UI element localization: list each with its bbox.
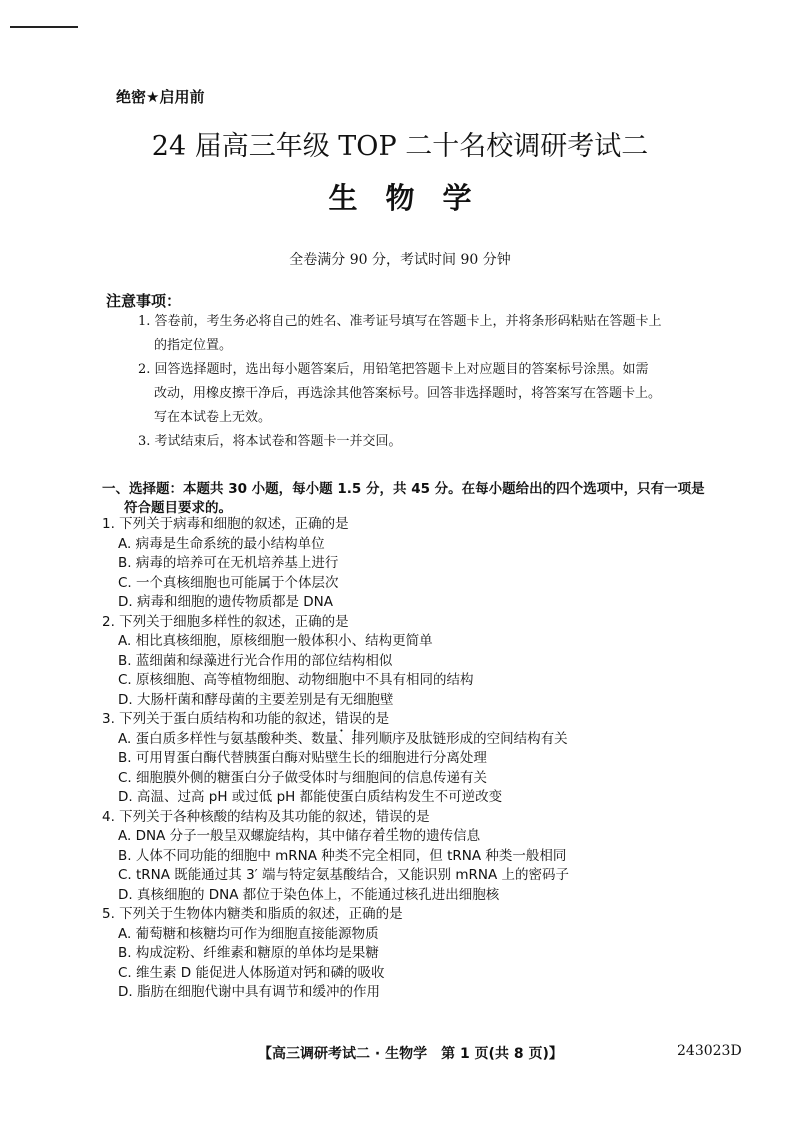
note-1-line-2: 的指定位置。 — [154, 338, 233, 353]
notes-heading: 注意事项： — [106, 292, 182, 310]
option-d: D. 真核细胞的 DNA 都位于染色体上，不能通过核孔进出细胞核 — [118, 886, 500, 903]
note-1 — [138, 310, 750, 358]
score-time-info: 全卷满分 90 分，考试时间 90 分钟 — [289, 252, 511, 268]
option-d: D. 脂肪在细胞代谢中具有调节和缓冲的作用 — [118, 984, 380, 1000]
note-2-line-3: 写在本试卷上无效。 — [154, 410, 272, 425]
note-2-line-2: 改动，用橡皮擦干净后，再选涂其他答案标号。回答非选择题时，将答案写在答题卡上。 — [154, 386, 662, 401]
note-3 — [138, 430, 750, 454]
option-a: A. 相比真核细胞，原核细胞一般体积小、结构更简单 — [118, 633, 433, 649]
option-d: D. 高温、过高 pH 或过低 pH 都能使蛋白质结构发生不可逆改变 — [118, 789, 503, 805]
question-stem: 1. 下列关于病毒和细胞的叙述，正确的是 — [102, 516, 349, 532]
section-instructions — [102, 480, 752, 518]
section-line-1: 一、选择题：本题共 30 小题，每小题 1.5 分，共 45 分。在每小题给出的四个选项中，只有一项是 — [102, 481, 705, 497]
option-b: B. 可用胃蛋白酶代替胰蛋白酶对贴壁生长的细胞进行分离处理 — [118, 750, 487, 766]
option-b: B. 蓝细菌和绿藻进行光合作用的部位结构相似 — [118, 652, 393, 669]
question-5 — [102, 905, 752, 1003]
note-2 — [138, 358, 750, 430]
confidential-label: 绝密★启用前 — [116, 88, 205, 106]
option-b: B. 病毒的培养可在无机培养基上进行 — [118, 555, 339, 571]
option-a: A. 病毒是生命系统的最小结构单位 — [118, 535, 325, 552]
question-1 — [102, 515, 752, 613]
option-c: C. tRNA 既能通过其 3′ 端与特定氨基酸结合，又能识别 mRNA 上的密码子 — [118, 867, 569, 883]
option-d: D. 病毒和细胞的遗传物质都是 DNA — [118, 594, 333, 610]
question-stem — [102, 710, 752, 730]
option-c: C. 细胞膜外侧的糖蛋白分子做受体时与细胞间的信息传递有关 — [118, 769, 488, 786]
option-c: C. 原核细胞、高等植物细胞、动物细胞中不具有相同的结构 — [118, 672, 474, 688]
stem-text: 4. 下列关于各种核酸的结构及其功能的叙述， — [102, 808, 376, 825]
option-c: C. 一个真核细胞也可能属于个体层次 — [118, 574, 339, 591]
section-line-2: 符合题目要求的。 — [124, 500, 232, 516]
option-b: B. 人体不同功能的细胞中 mRNA 种类不完全相同，但 tRNA 种类一般相同 — [118, 847, 567, 864]
question-stem: 2. 下列关于细胞多样性的叙述，正确的是 — [102, 613, 349, 630]
stem-tail: 的是 — [402, 808, 430, 825]
question-list — [102, 515, 752, 1003]
option-a: A. 葡萄糖和核糖均可作为细胞直接能源物质 — [118, 925, 379, 942]
option-a: A. 蛋白质多样性与氨基酸种类、数量、排列顺序及肽链形成的空间结构有关 — [118, 730, 568, 747]
question-stem — [102, 808, 752, 828]
question-2 — [102, 613, 752, 711]
note-1-line-1: 1. 答卷前，考生务必将自己的姓名、准考证号填写在答题卡上，并将条形码粘贴在答题卡上 — [138, 314, 662, 329]
page-info: 【高三调研考试二 · 生物学 第 1 页(共 8 页)】 — [258, 1046, 563, 1062]
question-4 — [102, 808, 752, 906]
subject-title: 生物学 — [328, 181, 500, 215]
note-3-line-1: 3. 考试结束后，将本试卷和答题卡一并交回。 — [138, 434, 402, 449]
emphasized-word: 错误 — [335, 711, 363, 727]
option-b: B. 构成淀粉、纤维素和糖原的单体均是果糖 — [118, 945, 379, 961]
emphasized-word: 错误 — [375, 808, 403, 825]
option-c: C. 维生素 D 能促进人体肠道对钙和磷的吸收 — [118, 964, 385, 981]
paper-code: 243023D — [677, 1043, 742, 1059]
note-2-line-1: 2. 回答选择题时，选出每小题答案后，用铅笔把答题卡上对应题目的答案标号涂黑。如需 — [138, 362, 649, 377]
question-3 — [102, 710, 752, 808]
question-stem: 5. 下列关于生物体内糖类和脂质的叙述，正确的是 — [102, 906, 403, 922]
option-a: A. DNA 分子一般呈双螺旋结构，其中储存着生物的遗传信息 — [118, 828, 481, 844]
stem-text: 3. 下列关于蛋白质结构和功能的叙述， — [102, 711, 336, 727]
top-rule — [10, 26, 78, 28]
option-d: D. 大肠杆菌和酵母菌的主要差别是有无细胞壁 — [118, 691, 394, 708]
stem-tail: 的是 — [362, 711, 390, 727]
exam-title: 24 届高三年级 TOP 二十名校调研考试二 — [151, 131, 649, 162]
